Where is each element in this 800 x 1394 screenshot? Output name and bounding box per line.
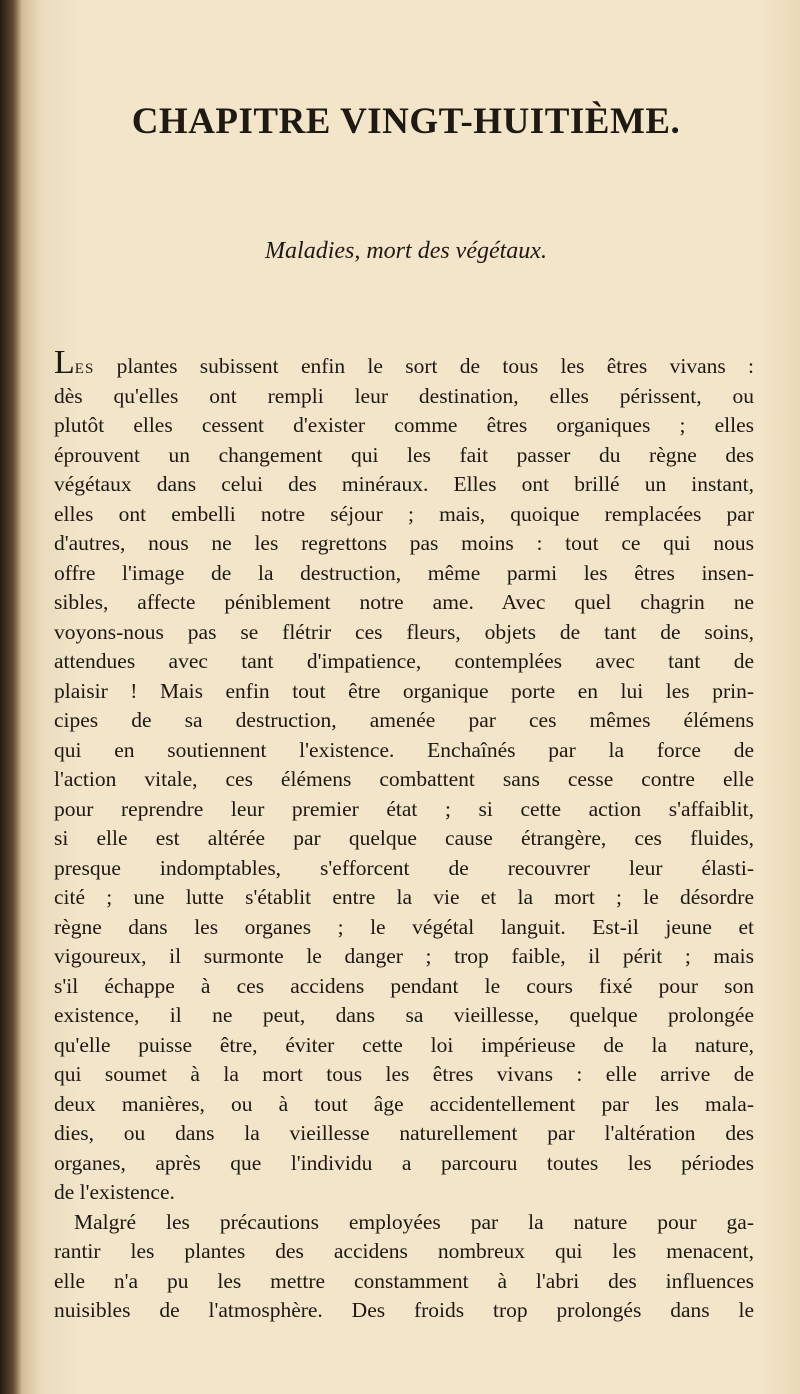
text-line: règne dans les organes ; le végétal languit. Est-il jeune et: [54, 914, 754, 939]
text-line: plaisir ! Mais enfin tout être organique porte en lui les prin-: [54, 678, 754, 703]
text-line: dès qu'elles ont rempli leur destination, elles périssent, ou: [54, 383, 754, 408]
chapter-subtitle: Maladies, mort des végétaux.: [265, 238, 547, 264]
body-text: [54, 344, 754, 1326]
chapter-title: CHAPITRE VINGT-HUITIÈME.: [131, 101, 681, 142]
text-line: attendues avec tant d'impatience, contemplées avec tant de: [54, 649, 754, 673]
text-line: organes, après que l'individu a parcouru toutes les périodes: [54, 1150, 754, 1175]
text-line: de l'existence.: [54, 1180, 175, 1204]
text-line: d'autres, nous ne les regrettons pas moins : tout ce qui nous: [54, 531, 754, 555]
text-line: elle n'a pu les mettre constamment à l'abri des influences: [54, 1268, 754, 1293]
text-line: si elle est altérée par quelque cause étrangère, ces fluides,: [54, 826, 754, 850]
text-line: voyons-nous pas se flétrir ces fleurs, objets de tant de soins,: [54, 619, 754, 644]
text-line: elles ont embelli notre séjour ; mais, quoique remplacées par: [54, 501, 754, 526]
paragraph-1: [54, 344, 754, 1208]
text-line: nuisibles de l'atmosphère. Des froids trop prolongés dans le: [54, 1298, 754, 1322]
text-line: s'il échappe à ces accidens pendant le cours fixé pour son: [54, 973, 754, 998]
text-line: rantir les plantes des accidens nombreux qui les menacent,: [54, 1239, 754, 1263]
text-line: cipes de sa destruction, amenée par ces mêmes élémens: [54, 708, 754, 732]
text-line: presque indomptables, s'efforcent de recouvrer leur élasti-: [54, 855, 754, 880]
text-line: qui soumet à la mort tous les êtres vivans : elle arrive de: [54, 1062, 754, 1086]
text-line: l'action vitale, ces élémens combattent sans cesse contre elle: [54, 767, 754, 791]
text-line: Malgré les précautions employées par la nature pour ga-: [74, 1209, 754, 1234]
page-spine-shadow: [0, 0, 22, 1394]
drop-cap: L: [54, 344, 75, 381]
text-line: [54, 344, 754, 382]
small-caps: ES: [74, 361, 95, 377]
text-line: existence, il ne peut, dans sa vieillesse, quelque prolongée: [54, 1003, 754, 1027]
first-line-rest: plantes subissent enfin le sort de tous les êtres vivans :: [94, 354, 754, 378]
text-line: dies, ou dans la vieillesse naturellement par l'altération des: [54, 1121, 754, 1145]
text-line: pour reprendre leur premier état ; si cette action s'affaiblit,: [54, 796, 754, 821]
text-line: sibles, affecte péniblement notre ame. Avec quel chagrin ne: [54, 590, 754, 614]
text-line: éprouvent un changement qui les fait passer du règne des: [54, 442, 754, 467]
text-line: végétaux dans celui des minéraux. Elles ont brillé un instant,: [54, 472, 754, 496]
text-line: offre l'image de la destruction, même parmi les êtres insen-: [54, 560, 754, 585]
text-line: deux manières, ou à tout âge accidentellement par les mala-: [54, 1091, 754, 1116]
paragraph-2: [54, 1208, 754, 1326]
text-line: qu'elle puisse être, éviter cette loi impérieuse de la nature,: [54, 1032, 754, 1057]
text-line: plutôt elles cessent d'exister comme êtres organiques ; elles: [54, 413, 754, 437]
text-line: cité ; une lutte s'établit entre la vie et la mort ; le désordre: [54, 885, 754, 909]
text-line: qui en soutiennent l'existence. Enchaînés par la force de: [54, 737, 754, 762]
text-line: vigoureux, il surmonte le danger ; trop faible, il périt ; mais: [54, 944, 754, 968]
